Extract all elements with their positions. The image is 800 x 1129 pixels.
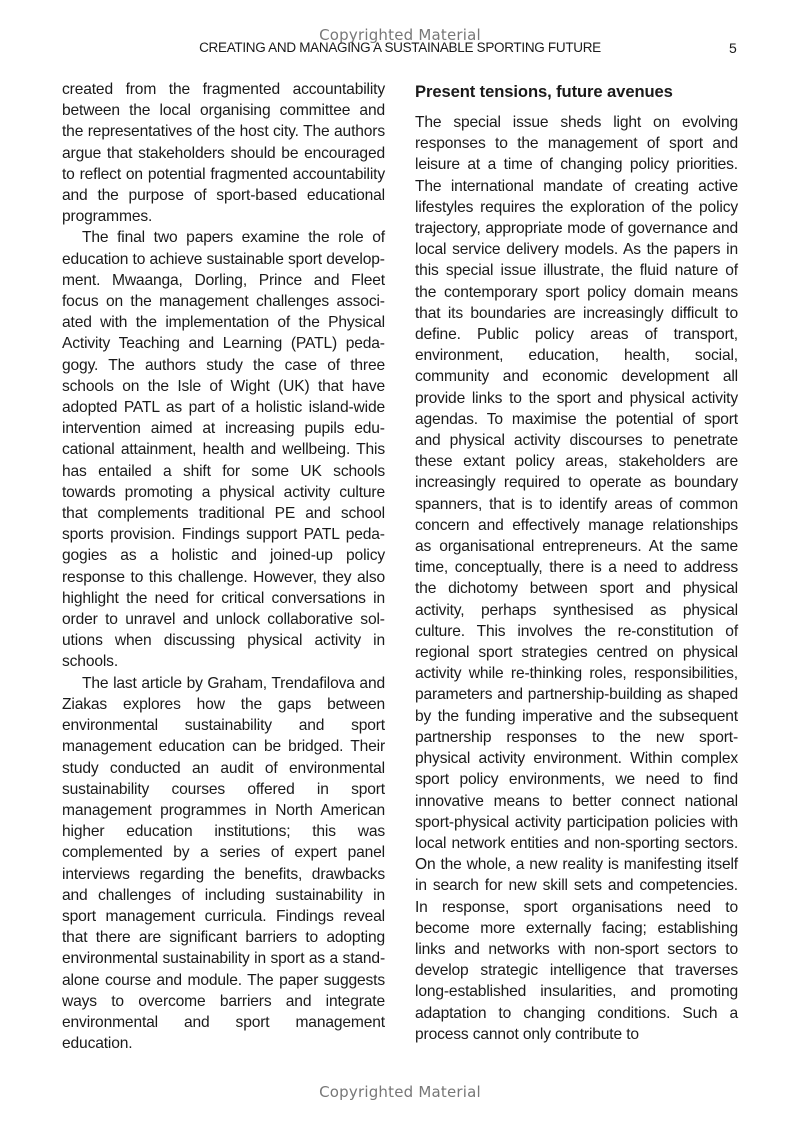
running-header bbox=[0, 40, 800, 60]
body-paragraph: The final two papers examine the role of education to achieve sustainable sport development. Mwaanga, Dorling, Prince and Fleet focus on the management challenges associated with the implementation of the Physical Activity Teaching and Learning (PATL) pedagogy. The authors study the case of three schools on the Isle of Wight (UK) that have adopted PATL as part of a holistic island-wide intervention aimed at increasing pupils educational attainment, health and wellbeing. This has entailed a shift for some UK schools towards promoting a physical activity culture that complements traditional PE and school sports provision. Findings support PATL pedagogies as a holistic and joined-up policy response to this challenge. However, they also highlight the need for critical conversations in order to unravel and unlock collaborative solutions when discussing physical activity in schools. bbox=[62, 229, 385, 671]
copyright-watermark-bottom: Copyrighted Material bbox=[319, 1083, 481, 1101]
body-paragraph: created from the fragmented accountability between the local organising committee and the representatives of the host city. The authors argue that stakeholders should be encouraged to reflect on potential fragmented accountability and the purpose of sport-based educational programmes. bbox=[62, 81, 385, 226]
page-number: 5 bbox=[729, 40, 737, 56]
copyright-watermark-top: Copyrighted Material bbox=[319, 26, 481, 44]
section-heading: Present tensions, future avenues bbox=[415, 82, 673, 101]
left-column bbox=[62, 79, 385, 1054]
body-paragraph: The last article by Graham, Trendafilova and Ziakas explores how the gaps between environmental sustainability and sport management education can be bridged. Their study conducted an audit of environmental sustainability courses offered in sport management programmes in North American higher education institutions; this was complemented by a series of expert panel interviews regarding the benefits, drawbacks and challenges of including sustainability in sport management curricula. Findings reveal that there are significant barriers to adopting environmental sustainability in sport as a stand-alone course and module. The paper suggests ways to overcome barriers and integrate environmental and sport management education. bbox=[62, 674, 385, 1053]
right-column bbox=[415, 79, 738, 1045]
body-paragraph: The special issue sheds light on evolving responses to the management of sport and leisure at a time of changing policy priorities. The international mandate of creating active lifestyles requires the exploration of the policy trajectory, appropriate mode of governance and local service delivery models. As the papers in this special issue illustrate, the fluid nature of the contemporary sport policy domain means that its boundaries are increasingly difficult to define. Public policy areas of transport, environment, education, health, social, community and economic development all provide links to the sport and physical activity agendas. To maximise the potential of sport and physical activity discourses to penetrate these extant policy areas, stakeholders are increasingly required to operate as boundary spanners, that is to identify areas of common concern and effectively manage relationships as organisational entrepreneurs. At the same time, conceptually, there is a need to address the dichotomy between sport and physical activity, perhaps synthesised as physical culture. This involves the re-constitution of regional sport strategies centred on physical activity while re-thinking roles, responsibilities, parameters and partnership-building as shaped by the funding imperative and the subsequent partnership responses to the new sport-physical activity environment. Within complex sport policy environments, we need to find innovative means to better connect national sport-physical activity participation policies with local network entities and non-sporting sectors. On the whole, a new reality is manifesting itself in search for new skill sets and competencies. In response, sport organisations need to become more externally facing; establishing links and networks with non-sport sectors to develop strategic intelligence that traverses long-established insularities, and promoting adaptation to changing conditions. Such a process cannot only contribute to bbox=[415, 114, 738, 1043]
running-title: CREATING AND MANAGING A SUSTAINABLE SPORTING FUTURE bbox=[199, 40, 601, 55]
